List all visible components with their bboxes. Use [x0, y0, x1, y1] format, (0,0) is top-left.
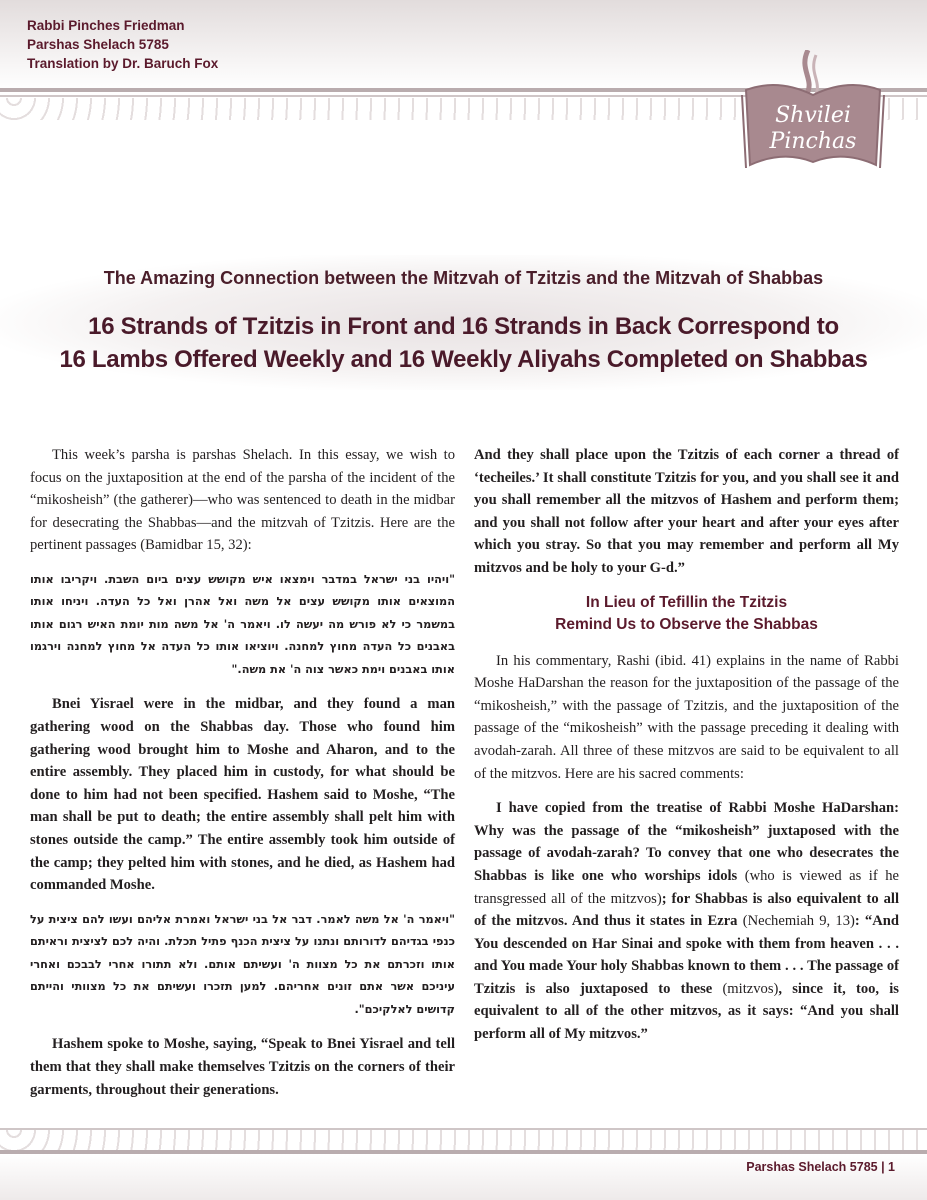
quote-part: , since it, too, is equivalent to all of the other mitzvos, as it says: “And you shall perform all of My mitzvos.” [474, 980, 899, 1043]
logo-text-2: Pinchas [769, 129, 857, 154]
author: Rabbi Pinches Friedman [27, 18, 185, 33]
quote-citation: (Nechemiah 9, 13) [742, 913, 855, 930]
right-column [474, 444, 899, 1058]
paragraph-rashi: In his commentary, Rashi (ibid. 41) explains in the name of Rabbi Moshe HaDarshan the reason for the juxtaposition of the passage of the “mikosheish,” with the passage of Tzitzis, and the juxtaposition of the passage of the “mikosheish” with the passage preceding it dealing with avodah-zarah. All three of these mitzvos are said to be equivalent to all of the mitzvos. Here are his sacred comments: [474, 652, 899, 782]
left-column [30, 444, 455, 1113]
footer-ornament [0, 1130, 927, 1150]
shvilei-pinchas-logo [738, 50, 888, 170]
subtitle: The Amazing Connection between the Mitzvah of Tzitzis and the Mitzvah of Shabbas [103, 268, 824, 288]
paragraph-intro: This week’s parsha is parshas Shelach. In this essay, we wish to focus on the juxtaposition at the end of the parsha of the incident of the “mikosheish” (the gatherer)—who was sentenced to death in the midbar for desecrating the Shabbas—and the mitzvah of Tzitzis. Here are the pertinent passages (Bamidbar 15, 32): [30, 447, 455, 554]
quote-part: ; for Shabbas is also equivalent to all of the mitzvos. And thus it states in Ezra [474, 890, 900, 930]
section-heading [474, 592, 899, 636]
logo-text-1: Shvilei [775, 103, 851, 128]
paragraph-translation-1: Bnei Yisrael were in the midbar, and they found a man gathering wood on the Shabbas day. Those who found him gathering wood brought him to Moshe and Aharon, and to the entire assembly. They placed him in custody, for what should be done to him had not been specified. Hashem said to Moshe, “The man shall be put to death; the entire assembly shall pelt him with stones outside the camp.” The entire assembly took him outside of the camp; they pelted him with stones, and he died, as Hashem had commanded Moshe. [30, 696, 455, 894]
paragraph-rashi-quote [474, 797, 899, 1046]
title-line-1: 16 Strands of Tzitzis in Front and 16 Strands in Back Correspond to [88, 313, 839, 340]
quote-part: : “And You descended on Har Sinai and spoke with them from heaven . . . and You made Your holy Shabbas known to them . . . The passage of Tzitzis is also juxtaposed to these [474, 913, 900, 997]
page-title [0, 310, 927, 376]
page-footer: Parshas Shelach 5785 | 1 [746, 1160, 895, 1174]
hebrew-quote-1: "ויהיו בני ישראל במדבר וימצאו איש מקושש עצים ביום השבת. ויקריבו אותו המוצאים אותו מקושש עצים אל משה ואל אהרן ואל כל העדה. ויניחו אותו במשמר כי לא פורש מה יעשה לו. ויאמר ה' אל משה מות יומת האיש רגום אותו באבנים כל העדה מחוץ למחנה. ויוציאו אותו כל העדה אל מחוץ למחנה וירגמו אותו באבנים וימת כאשר צוה ה' את משה." [30, 572, 455, 676]
parsha: Parshas Shelach 5785 [27, 37, 169, 52]
byline [27, 16, 218, 73]
quote-part: I have copied from the treatise of Rabbi Moshe HaDarshan: Why was the passage of the “mikosheish” juxtaposed with the passage of avodah-zarah? To convey that one who desecrates the Shabbas is like one who worships idols [474, 800, 899, 884]
paragraph-translation-2: Hashem spoke to Moshe, saying, “Speak to Bnei Yisrael and tell them that they shall make themselves Tzitzis on the corners of their garments, throughout their generations. [30, 1036, 455, 1098]
section-heading-line-2: Remind Us to Observe the Shabbas [555, 615, 818, 633]
quote-aside: (who is viewed as if he transgressed all of the mitzvos) [474, 867, 899, 907]
quote-aside: (mitzvos) [722, 980, 779, 997]
section-heading-line-1: In Lieu of Tefillin the Tzitzis [585, 593, 788, 611]
hebrew-quote-2: "ויאמר ה' אל משה לאמר. דבר אל בני ישראל ואמרת אליהם ועשו להם ציצית על כנפי בגדיהם לדורותם ונתנו על ציצית הכנף פתיל תכלת. והיה לכם לציצית וראיתם אותו וזכרתם את כל מצוות ה' ועשיתם אותם. ולא תתורו אחרי לבבכם ואחרי עיניכם אשר אתם זונים אחריהם. למען תזכרו ועשיתם את כל מצוותי והייתם קדושים לאלקיכם". [30, 912, 455, 1016]
translator: Translation by Dr. Baruch Fox [27, 56, 219, 71]
paragraph-translation-2-cont: And they shall place upon the Tzitzis of each corner a thread of ‘techeiles.’ It shall constitute Tzitzis for you, and you shall see it and you shall remember all the mitzvos of Hashem and perform them; and you shall not follow after your heart and after your eyes after which you stray. So that you may remember and perform all My mitzvos and be holy to your G-d.” [474, 447, 899, 576]
title-line-2: 16 Lambs Offered Weekly and 16 Weekly Aliyahs Completed on Shabbas [59, 346, 868, 373]
